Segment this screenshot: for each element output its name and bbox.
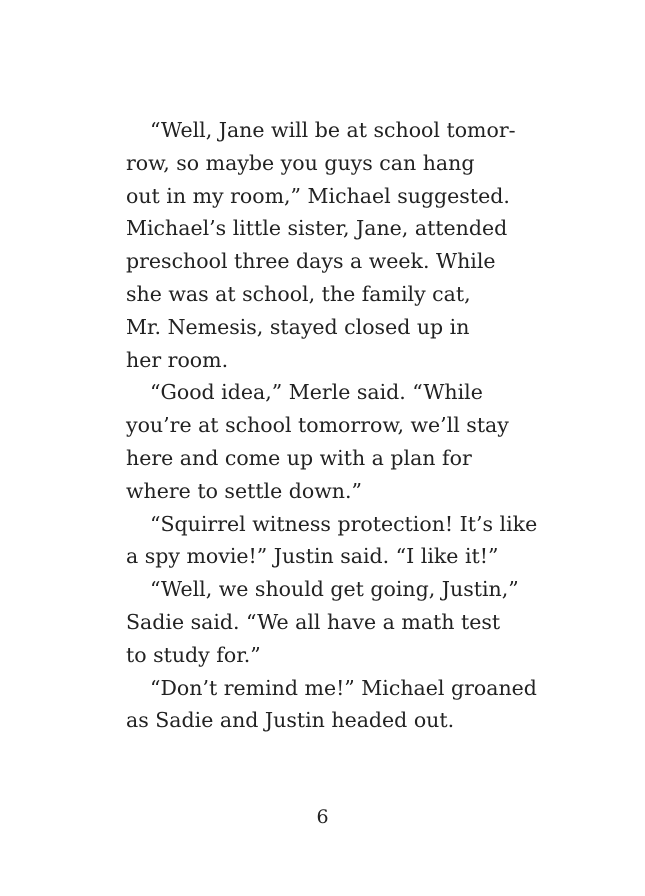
paragraph-2-line-2: you’re at school tomorrow, we’ll stay	[126, 413, 509, 438]
paragraph-5-line-2: as Sadie and Justin headed out.	[126, 708, 455, 733]
paragraph-2-line-3: here and come up with a plan for	[126, 445, 472, 470]
paragraph-3-line-2: a spy movie!” Justin said. “I like it!”	[126, 544, 499, 569]
body-text	[126, 114, 546, 737]
paragraph-1-line-3: out in my room,” Michael suggested.	[126, 183, 510, 208]
paragraph-5-line-1: “Don’t remind me!” Michael groaned	[150, 675, 537, 700]
paragraph-1-line-2: row, so maybe you guys can hang	[126, 150, 475, 175]
paragraph-1-line-6: she was at school, the family cat,	[126, 281, 471, 306]
paragraph-4-line-2: Sadie said. “We all have a math test	[126, 609, 501, 634]
paragraph-2-line-4: where to settle down.”	[126, 478, 362, 503]
paragraph-3-line-1: “Squirrel witness protection! It’s like	[150, 511, 538, 536]
paragraph-1-line-7: Mr. Nemesis, stayed closed up in	[126, 314, 470, 339]
page-number: 6	[316, 806, 329, 828]
paragraph-1-line-5: preschool three days a week. While	[126, 249, 496, 274]
paragraph-4-line-1: “Well, we should get going, Justin,”	[150, 577, 519, 602]
paragraph-4-line-3: to study for.”	[126, 642, 261, 667]
paragraph-2-line-1: “Good idea,” Merle said. “While	[150, 380, 483, 405]
paragraph-1-line-4: Michael’s little sister, Jane, attended	[126, 216, 508, 241]
paragraph-1-line-1: “Well, Jane will be at school tomor-	[150, 118, 516, 142]
paragraph-1-line-8: her room.	[126, 347, 229, 372]
